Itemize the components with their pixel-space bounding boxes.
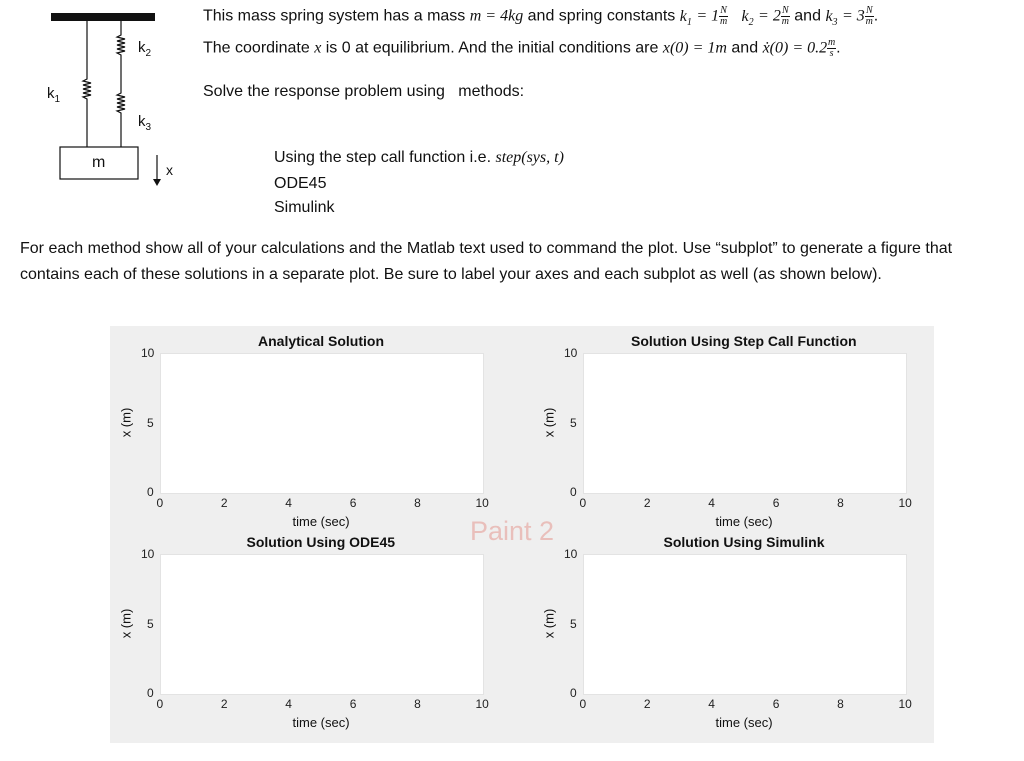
method-item-simulink: Simulink xyxy=(274,199,335,216)
subplot-3-ylabel: x (m) xyxy=(118,608,134,639)
subplot-4-xtick: 2 xyxy=(643,697,651,711)
subplot-3-xtick: 6 xyxy=(349,697,357,711)
subplot-2-title: Solution Using Step Call Function xyxy=(631,333,857,349)
subplot-3-xtick: 2 xyxy=(220,697,228,711)
subplot-2-xtick: 2 xyxy=(643,496,651,510)
subplot-1-ylabel: x (m) xyxy=(118,407,134,438)
label-k3: $k_3$ xyxy=(138,113,152,133)
subplot-4-xtick: 8 xyxy=(837,697,844,711)
subplot-4-xtick: 6 xyxy=(772,697,780,711)
subplot-1-xtick: 2 xyxy=(220,496,228,510)
subplot-4-xlabel: time (sec) xyxy=(715,715,773,730)
subplot-3-xtick: 4 xyxy=(285,697,292,711)
subplot-4-xtick: 0 xyxy=(579,697,587,711)
subplot-1-xtick: 4 xyxy=(285,496,292,510)
subplot-4-axes xyxy=(583,554,907,695)
label-mass: m xyxy=(92,154,106,171)
subplot-4-xtick: 4 xyxy=(708,697,715,711)
subplot-2-axes xyxy=(583,353,907,494)
problem-line-1: This mass spring system has a mass m = 4kg and spring constants $k_1 = 1\frac{N}{m}$ $k_2 = 2\frac{N}{m}$ and $k_3 = 3\frac{N}{m}$. xyxy=(203,5,879,28)
subplot-1-ytick: 5 xyxy=(147,415,154,430)
subplot-1-xtick: 10 xyxy=(475,496,489,510)
subplot-4-ylabel: x (m) xyxy=(541,608,557,639)
subplot-2-ylabel: x (m) xyxy=(541,407,557,438)
mass-spring-diagram xyxy=(40,5,190,190)
subplot-4-xtick: 10 xyxy=(898,697,912,711)
subplot-3-ytick: 0 xyxy=(147,686,154,700)
subplot-3-axes xyxy=(160,554,484,695)
problem-line-3: Solve the response problem using methods: xyxy=(203,83,525,100)
subplot-1-ytick: 0 xyxy=(147,485,154,499)
subplot-4-title: Solution Using Simulink xyxy=(663,534,825,550)
subplot-3-xtick: 8 xyxy=(414,697,421,711)
method-item-ode45: ODE45 xyxy=(274,175,327,192)
subplot-2-xlabel: time (sec) xyxy=(715,514,773,529)
subplot-3-ytick: 10 xyxy=(141,547,155,561)
x-arrow-head xyxy=(153,179,161,186)
subplot-1-xtick: 8 xyxy=(414,496,421,510)
method-item-step: Using the step call function i.e. step(sys, t) xyxy=(274,149,564,166)
subplot-3-xtick: 10 xyxy=(475,697,489,711)
subplot-2-xtick: 0 xyxy=(579,496,587,510)
subplot-2-xtick: 6 xyxy=(772,496,780,510)
instructions-paragraph: For each method show all of your calculations and the Matlab text used to command the plot. Use “subplot” to generate a figure that contains each of these solutions in a separate plot. Be sure to label your axes and each subplot as well (as shown below). xyxy=(20,240,953,283)
subplot-3-ytick: 5 xyxy=(147,616,154,631)
problem-line-2: The coordinate x is 0 at equilibrium. And the initial conditions are x(0) = 1m and ẋ(0) = $0.2\frac{m}{s}$. xyxy=(203,37,841,59)
subplot-1-title: Analytical Solution xyxy=(258,333,385,349)
subplot-2-xtick: 4 xyxy=(708,496,715,510)
subplot-1-xtick: 0 xyxy=(156,496,164,510)
label-k2: $k_2$ xyxy=(138,39,152,59)
spring-k3 xyxy=(117,77,125,147)
subplot-1-xlabel: time (sec) xyxy=(292,514,350,529)
subplot-4-ytick: 0 xyxy=(570,686,577,700)
subplot-1-ytick: 10 xyxy=(141,346,155,360)
spring-k1 xyxy=(83,21,91,147)
subplot-2-xtick: 10 xyxy=(898,496,912,510)
subplot-2-xtick: 8 xyxy=(837,496,844,510)
subplot-1-xtick: 6 xyxy=(349,496,357,510)
subplot-2-ytick: 0 xyxy=(570,485,577,499)
label-k1: $k_1$ xyxy=(47,85,61,105)
watermark-text: Paint 2 xyxy=(470,516,555,546)
subplot-3-title: Solution Using ODE45 xyxy=(246,534,396,550)
subplot-2-ytick: 10 xyxy=(564,346,578,360)
label-x: x xyxy=(166,162,173,178)
subplot-1-axes xyxy=(160,353,484,494)
ceiling-bar xyxy=(51,13,155,21)
subplot-4-ytick: 10 xyxy=(564,547,578,561)
subplot-4-ytick: 5 xyxy=(570,616,577,631)
spring-k2 xyxy=(117,21,125,77)
subplot-3-xlabel: time (sec) xyxy=(292,715,350,730)
subplot-3-xtick: 0 xyxy=(156,697,164,711)
subplot-2-ytick: 5 xyxy=(570,415,577,430)
